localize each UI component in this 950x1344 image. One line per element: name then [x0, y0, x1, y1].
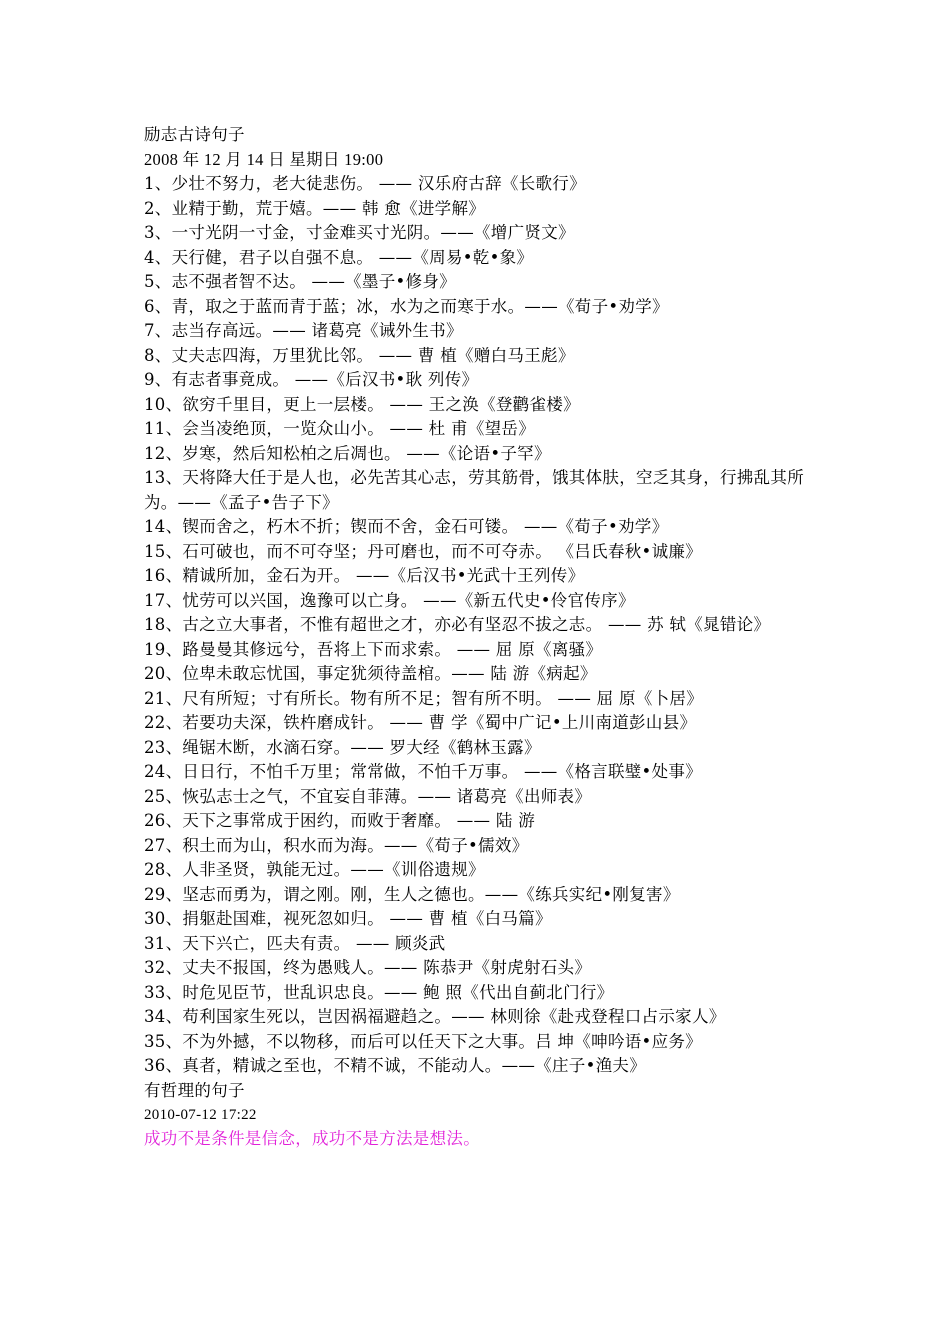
quote-line: 11、会当凌绝顶，一览众山小。 —— 杜 甫《望岳》 — [144, 419, 536, 438]
quote-line: 3、一寸光阴一寸金，寸金难买寸光阴。——《增广贤文》 — [144, 223, 575, 242]
quote-line: 34、苟利国家生死以，岂因祸福避趋之。—— 林则徐《赴戎登程口占示家人》 — [144, 1007, 726, 1026]
quote-line: 28、人非圣贤，孰能无过。——《训俗遗规》 — [144, 860, 485, 879]
quote-line: 30、捐躯赴国难，视死忽如归。 —— 曹 植《白马篇》 — [144, 909, 552, 928]
section-date: 2010-07-12 17:22 — [144, 1107, 257, 1123]
section-title: 有哲理的句子 — [144, 1080, 245, 1100]
quote-line: 9、有志者事竟成。 ——《后汉书•耿 列传》 — [144, 370, 479, 389]
quote-line: 35、不为外撼，不以物移，而后可以任天下之大事。吕 坤《呻吟语•应务》 — [144, 1031, 702, 1051]
quote-line: 7、志当存高远。—— 诸葛亮《诫外生书》 — [144, 321, 463, 340]
quote-line: 20、位卑未敢忘忧国，事定犹须待盖棺。—— 陆 游《病起》 — [144, 664, 597, 683]
doc-date: 2008 年 12 月 14 日 星期日 19:00 — [144, 149, 384, 169]
quote-line: 24、日日行，不怕千万里；常常做，不怕千万事。 ——《格言联璧•处事》 — [144, 762, 702, 781]
quote-line: 5、志不强者智不达。 ——《墨子•修身》 — [144, 272, 456, 291]
quote-line: 29、坚志而勇为，谓之刚。刚，生人之德也。——《练兵实纪•刚复害》 — [144, 884, 680, 904]
quote-line: 17、忧劳可以兴国，逸豫可以亡身。 ——《新五代史•伶官传序》 — [144, 590, 635, 610]
quote-line: 13、天将降大任于是人也，必先苦其心志，劳其筋骨，饿其体肤，空乏其身，行拂乱其所为。——《孟子•告子下》 — [144, 468, 804, 512]
quote-line: 10、欲穷千里目，更上一层楼。 —— 王之涣《登鹳雀楼》 — [144, 394, 580, 414]
document-body — [144, 123, 814, 1152]
quote-line: 22、若要功夫深，铁杵磨成针。 —— 曹 学《蜀中广记•上川南道彭山县》 — [144, 713, 697, 732]
quote-line: 18、古之立大事者，不惟有超世之才，亦必有坚忍不拔之志。 —— 苏 轼《晁错论》 — [144, 615, 771, 634]
quote-line: 26、天下之事常成于困约，而败于奢靡。 —— 陆 游 — [144, 811, 536, 830]
quote-line: 6、青，取之于蓝而青于蓝；冰，水为之而寒于水。——《荀子•劝学》 — [144, 296, 669, 316]
highlight-quote: 成功不是条件是信念，成功不是方法是想法。 — [144, 1129, 480, 1148]
quote-line: 14、锲而舍之，朽木不折；锲而不舍，金石可镂。 ——《荀子•劝学》 — [144, 517, 669, 536]
quote-line: 12、岁寒，然后知松柏之后凋也。 ——《论语•子罕》 — [144, 443, 551, 463]
quote-line: 21、尺有所短；寸有所长。物有所不足；智有所不明。 —— 屈 原《卜居》 — [144, 688, 704, 708]
quote-line: 4、天行健，君子以自强不息。 ——《周易•乾•象》 — [144, 247, 534, 267]
quote-line: 15、石可破也，而不可夺坚；丹可磨也，而不可夺赤。 《吕氏春秋•诚廉》 — [144, 541, 702, 561]
quote-line: 23、绳锯木断，水滴石穿。—— 罗大经《鹤林玉露》 — [144, 737, 541, 757]
quote-line: 8、丈夫志四海，万里犹比邻。 —— 曹 植《赠白马王彪》 — [144, 345, 575, 365]
quote-line: 25、恢弘志士之气，不宜妄自菲薄。—— 诸葛亮《出师表》 — [144, 786, 592, 806]
quote-line: 36、真者，精诚之至也，不精不诚，不能动人。——《庄子•渔夫》 — [144, 1056, 647, 1075]
quote-line: 1、少壮不努力，老大徒悲伤。 —— 汉乐府古辞《长歌行》 — [144, 174, 586, 193]
quote-line: 31、天下兴亡，匹夫有责。 —— 顾炎武 — [144, 933, 446, 953]
doc-title: 励志古诗句子 — [144, 125, 245, 144]
quote-line: 32、丈夫不报国，终为愚贱人。—— 陈恭尹《射虎射石头》 — [144, 958, 592, 977]
quote-list — [144, 172, 814, 1079]
quote-line: 2、业精于勤，荒于嬉。—— 韩 愈《进学解》 — [144, 198, 486, 218]
quote-line: 19、路曼曼其修远兮，吾将上下而求索。 —— 屈 原《离骚》 — [144, 639, 603, 659]
quote-line: 33、时危见臣节，世乱识忠良。—— 鲍 照《代出自蓟北门行》 — [144, 982, 614, 1002]
quote-line: 27、积土而为山，积水而为海。——《荀子•儒效》 — [144, 835, 529, 855]
quote-line: 16、精诚所加，金石为开。 ——《后汉书•光武十王列传》 — [144, 566, 585, 585]
